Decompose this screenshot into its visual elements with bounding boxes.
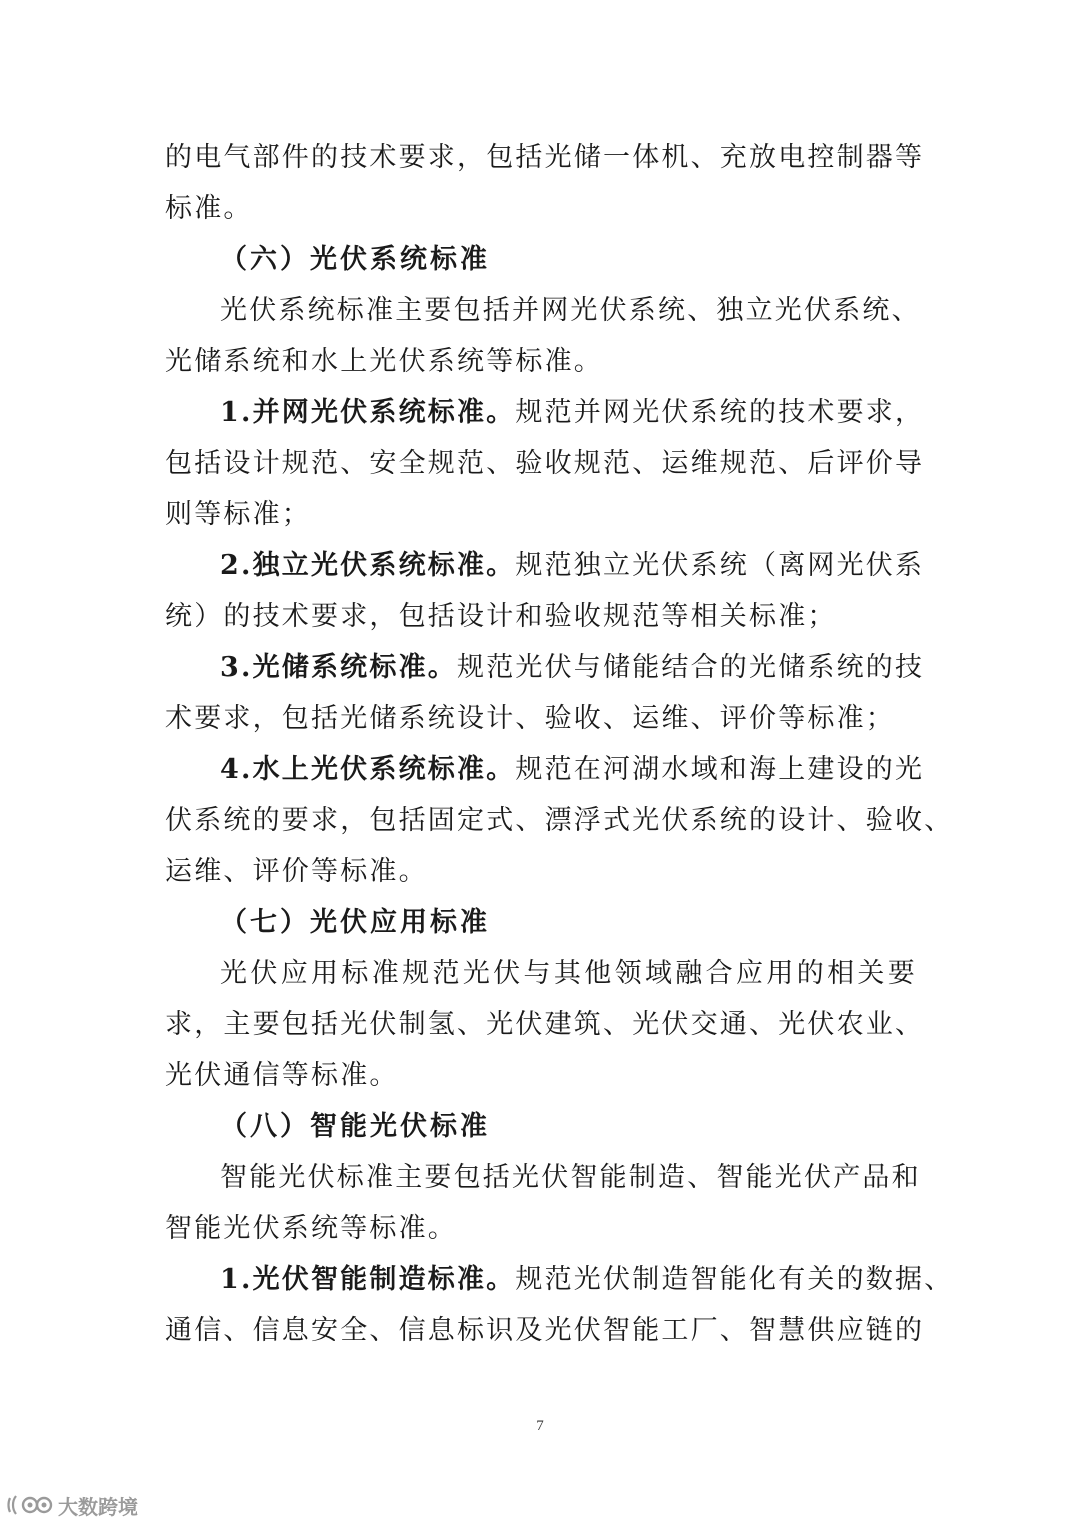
paragraph-line: 智能光伏系统等标准。 [165, 1213, 457, 1244]
paragraph-line: 运维、评价等标准。 [165, 856, 428, 887]
section-heading: （八）智能光伏标准 [220, 1111, 490, 1142]
item-text: 规范光伏制造智能化有关的数据、 [515, 1264, 954, 1295]
item-lead: 1.光伏智能制造标准。 [220, 1264, 516, 1295]
paragraph-line: 统）的技术要求，包括设计和验收规范等相关标准； [165, 601, 837, 632]
item-lead: 1.并网光伏系统标准。 [220, 397, 516, 428]
paragraph-line [165, 387, 925, 438]
paragraph-line: 光伏系统标准主要包括并网光伏系统、独立光伏系统、 [220, 295, 921, 326]
item-lead: 4.水上光伏系统标准。 [220, 754, 516, 785]
paragraph-line: 标准。 [165, 193, 253, 224]
paragraph-line [165, 642, 925, 693]
paragraph-line: 的电气部件的技术要求，包括光储一体机、充放电控制器等 [165, 142, 925, 173]
document-body [165, 132, 954, 1356]
item-text: 规范在河湖水域和海上建设的光 [515, 754, 925, 785]
item-text: 规范独立光伏系统（离网光伏系 [515, 550, 925, 581]
paragraph-line: 术要求，包括光储系统设计、验收、运维、评价等标准； [165, 703, 895, 734]
item-text: 规范并网光伏系统的技术要求， [515, 397, 925, 428]
item-lead: 3.光储系统标准。 [220, 652, 457, 683]
paragraph-line: 伏系统的要求，包括固定式、漂浮式光伏系统的设计、验收、 [165, 805, 954, 836]
paragraph-line: 智能光伏标准主要包括光伏智能制造、智能光伏产品和 [220, 1162, 921, 1193]
paragraph-line: 求，主要包括光伏制氢、光伏建筑、光伏交通、光伏农业、 [165, 1009, 925, 1040]
watermark [6, 1490, 138, 1520]
section-heading: （六）光伏系统标准 [220, 244, 490, 275]
eye-logo-icon [6, 1492, 54, 1518]
section-heading: （七）光伏应用标准 [220, 907, 490, 938]
paragraph-line [165, 540, 925, 591]
paragraph-line: 光储系统和水上光伏系统等标准。 [165, 346, 603, 377]
paragraph-line: 通信、信息安全、信息标识及光伏智能工厂、智慧供应链的 [165, 1315, 925, 1346]
item-text: 规范光伏与储能结合的光储系统的技 [457, 652, 925, 683]
watermark-text: 大数跨境 [58, 1494, 138, 1519]
paragraph-line: 光伏通信等标准。 [165, 1060, 399, 1091]
paragraph-line: 包括设计规范、安全规范、验收规范、运维规范、后评价导 [165, 448, 925, 479]
paragraph-line: 则等标准； [165, 499, 311, 530]
paragraph-line: 光伏应用标准规范光伏与其他领域融合应用的相关要 [220, 958, 917, 989]
paragraph-line [165, 744, 925, 795]
page-number: 7 [536, 1418, 544, 1434]
item-lead: 2.独立光伏系统标准。 [220, 550, 516, 581]
paragraph-line [165, 1254, 954, 1305]
